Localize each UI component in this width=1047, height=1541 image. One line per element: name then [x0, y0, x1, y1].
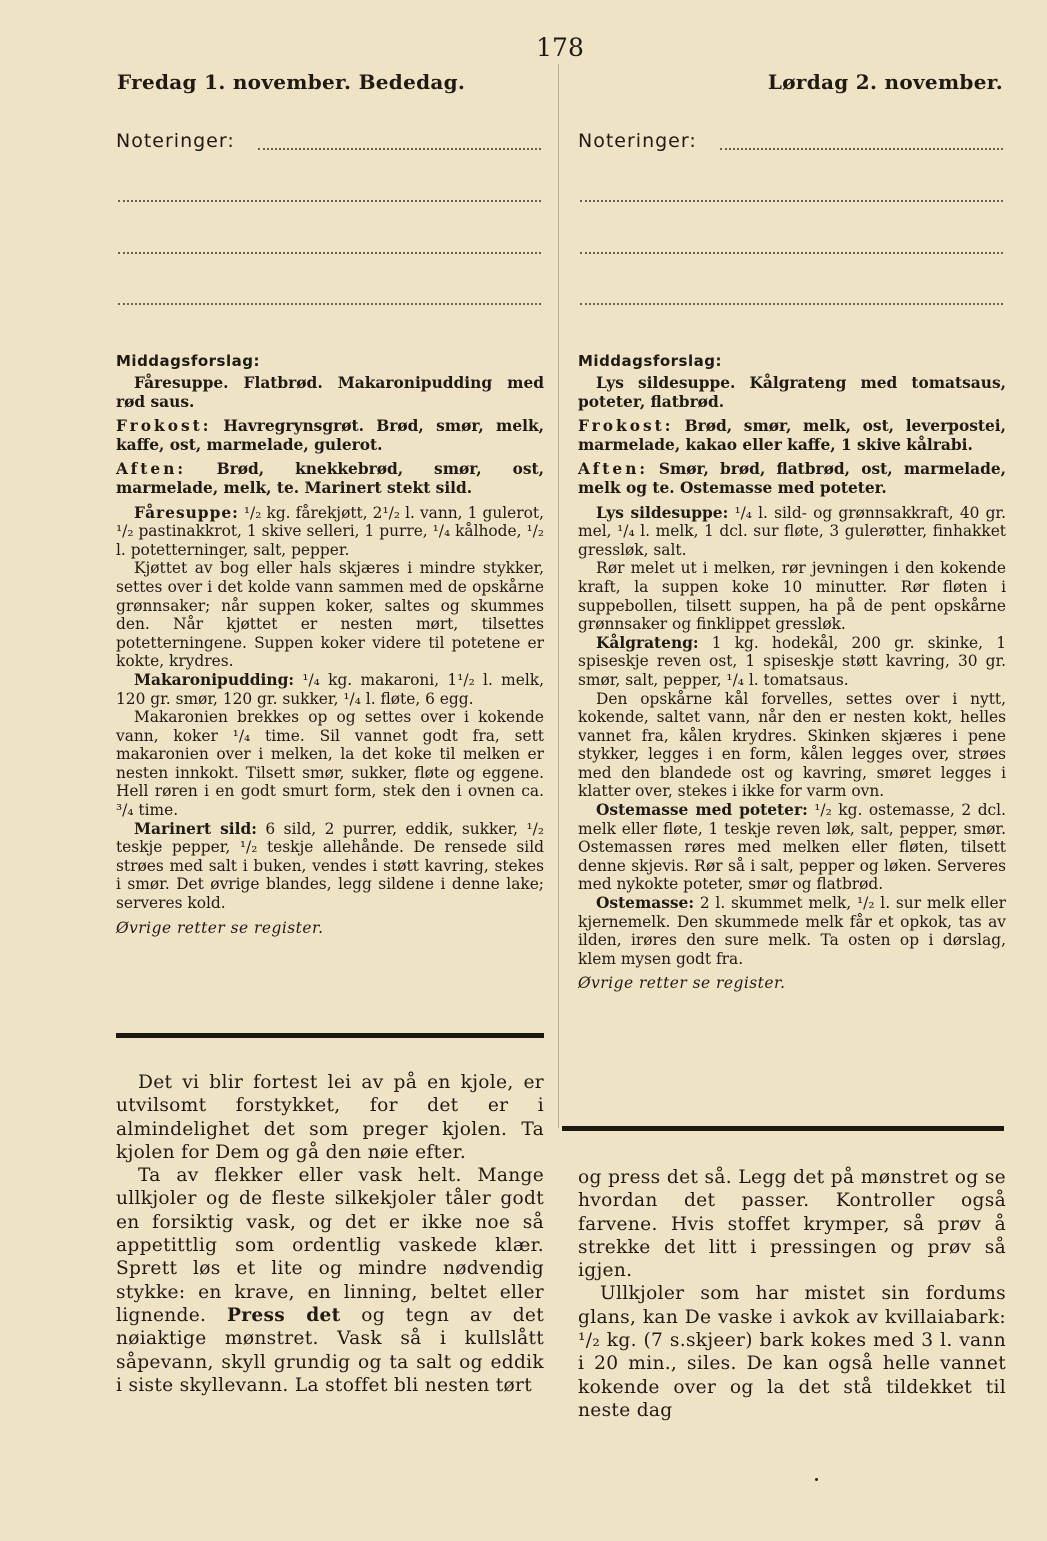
left-notes-label: Noteringer: — [116, 130, 235, 152]
right-kalgrateng — [578, 634, 1006, 690]
page-number: 178 — [536, 33, 584, 62]
right-notes-line — [580, 303, 1003, 305]
right-frokost-text: Brød, smør, melk, ost, leverpostei, marmelade, kakao eller kaffe, 1 skive kålrabi. — [578, 417, 1006, 454]
right-notes-line — [580, 252, 1003, 254]
right-aften-label: Aften: — [578, 460, 649, 479]
left-makaroni-method: Makaronien brekkes op og settes over i kokende vann, koker ¹/₄ time. Sil vannet godt fra, sett makaronien over i melken, la det koke til melken er nesten innkokt. Tilsett smør, sukker, fløte og eggene. Hell røren i en godt smurt form, stek den i ovnen ca. ³/₄ time. — [116, 708, 544, 820]
left-frokost-label: Frokost: — [116, 417, 212, 436]
right-ostemasse-poteter-text: ¹/₂ kg. ostemasse, 2 dcl. melk eller fløte, 1 teskje reven løk, salt, pepper, smør. Ostemassen røres med melken eller fløten, tilsett denne skjevis. Rør så i salt, pepper og løken. Serveres med nykokte poteter, smør og flatbrød. — [578, 801, 1006, 894]
right-sildesuppe — [578, 504, 1006, 560]
right-kalgrateng-label: Kålgrateng: — [596, 633, 699, 652]
left-frokost — [116, 417, 544, 454]
right-recipes — [578, 374, 1006, 999]
left-notes-line — [118, 252, 541, 254]
right-ostemasse-poteter — [578, 801, 1006, 894]
right-sildesuppe-label: Lys sildesuppe: — [596, 503, 729, 522]
right-aften — [578, 460, 1006, 497]
article-left-p2-start: Ta av flekker eller vask helt. Mange ullkjoler og de fleste silkekjoler tåler godt en forsiktig vask, og det er ikke noe så appetittlig som ordentlig vaskede klær. Sprett løs et lite og mindre nødvendig stykke: en krave, en linning, beltet eller lignende. — [116, 1165, 544, 1326]
right-closing-note: Øvrige retter se register. — [578, 974, 786, 993]
article-left-p2-end: og tegn av det nøiaktige mønstret. Vask så i kullslått såpevann, skyll grundig og ta salt og eddik i siste skyllevann. La stoffet bli nesten tørt — [116, 1304, 545, 1396]
right-aften-text: Smør, brød, flatbrød, ost, marmelade, melk og te. Ostemasse med poteter. — [578, 460, 1006, 497]
right-menu-title: Lys sildesuppe. Kålgrateng med tomatsaus, poteter, flatbrød. — [578, 374, 1006, 411]
left-sild-label: Marinert sild: — [134, 819, 257, 838]
column-divider — [558, 64, 559, 1128]
right-notes-label: Noteringer: — [578, 130, 697, 152]
article-right-p2: Ullkjoler som har mistet sin fordums glans, kan De vaske i avkok av kvillaiabark: ¹/₂ kg. (7 s.skjeer) bark kokes med 3 l. vann i 20 min., siles. De kan også helle vannet kokende over og la det stå tildekket til neste dag — [578, 1283, 1006, 1421]
left-aften-label: Aften: — [116, 460, 187, 479]
left-notes-line — [258, 148, 541, 150]
right-sildesuppe-text: ¹/₄ l. sild- og grønnsakkraft, 40 gr. mel, ¹/₄ l. melk, 1 dcl. sur fløte, 3 gulerøtter, finhakket gressløk, salt. — [578, 503, 1006, 559]
left-sild — [116, 820, 544, 913]
left-menu-title: Fåresuppe. Flatbrød. Makaronipudding med rød saus. — [116, 374, 544, 411]
left-closing-note: Øvrige retter se register. — [116, 918, 324, 937]
right-sildesuppe-method: Rør melet ut i melken, rør jevningen i den kokende kraft, la suppen koke 10 minutter. Rør fløten i suppebollen, tilsett suppen, ha på de pent opskårne grønnsaker og finklippet gressløk. — [578, 559, 1006, 634]
article-left — [116, 1071, 544, 1397]
article-left-p2 — [116, 1164, 544, 1397]
right-section-label: Middagsforslag: — [578, 352, 722, 370]
left-frokost-text: Havregrynsgrøt. Brød, smør, melk, kaffe, ost, marmelade, gulerot. — [116, 417, 544, 454]
article-left-p2-bold: Press det — [226, 1304, 341, 1326]
right-ostemasse-poteter-label: Ostemasse med poteter: — [596, 801, 808, 820]
paper-speck — [815, 1478, 818, 1481]
right-ostemasse — [578, 894, 1006, 968]
left-recipes — [116, 374, 544, 943]
left-makaroni-label: Makaronipudding: — [134, 670, 295, 689]
left-makaroni-text: ¹/₄ kg. makaroni, 1¹/₂ l. melk, 120 gr. smør, 120 gr. sukker, ¹/₄ l. fløte, 6 egg. — [116, 670, 544, 708]
left-faresuppe-text: ¹/₂ kg. fårekjøtt, 2¹/₂ l. vann, 1 gulerot, ¹/₂ pastinakkrot, 1 skive selleri, 1 purre, ¹/₄ kålhode, ¹/₂ l. potetterninger, salt, pepper. — [116, 503, 544, 559]
left-faresuppe — [116, 504, 544, 560]
left-sild-text: 6 sild, 2 purrer, eddik, sukker, ¹/₂ teskje pepper, ¹/₂ teskje allehånde. De rensede sild strøes med salt i buken, vendes i støtt kavring, stekes i smør. Det øvrige blandes, legg sildene i denne lake; serveres kold. — [116, 819, 544, 913]
left-faresuppe-method: Kjøttet av bog eller hals skjæres i mindre stykker, settes over i det kolde vann sammen med de opskårne grønnsaker; når suppen koker, saltes og skummes den. Når kjøttet er nesten mørt, tilsettes potetterningene. Suppen koker videre til potetene er kokte, krydres. — [116, 559, 544, 671]
right-section-rule — [562, 1126, 1004, 1131]
left-section-rule — [116, 1033, 544, 1038]
article-right — [578, 1166, 1006, 1422]
right-notes-line — [720, 148, 1003, 150]
right-day-header: Lørdag 2. november. — [767, 70, 1003, 94]
article-left-p1: Det vi blir fortest lei av på en kjole, er utvilsomt forstykket, for det er i almindelighet det som preger kjolen. Ta kjolen for Dem og gå den nøie efter. — [116, 1072, 544, 1163]
left-notes-line — [118, 200, 541, 202]
left-section-label: Middagsforslag: — [116, 352, 260, 370]
right-ostemasse-text: 2 l. skummet melk, ¹/₂ l. sur melk eller kjernemelk. Den skummede melk får et opkok, tas av ilden, irøres den sure melk. Ta osten op i dørslag, klem mysen godt fra. — [578, 894, 1006, 968]
left-day-header: Fredag 1. november. Bededag. — [117, 70, 466, 94]
left-notes-line — [118, 303, 541, 305]
article-right-p1: og press det så. Legg det på mønstret og se hvordan det passer. Kontroller også farvene. Hvis stoffet krymper, så prøv å strekke det litt i pressingen og prøv så igjen. — [578, 1167, 1006, 1282]
right-ostemasse-label: Ostemasse: — [596, 894, 695, 913]
right-frokost — [578, 417, 1006, 454]
left-faresuppe-label: Fåresuppe: — [134, 503, 239, 522]
right-kalgrateng-text: 1 kg. hodekål, 200 gr. skinke, 1 spiseskje reven ost, 1 spiseskje støtt kavring, 30 gr. smør, salt, pepper, ¹/₄ l. tomatsaus. — [578, 633, 1006, 689]
right-notes-line — [580, 200, 1003, 202]
left-makaroni — [116, 671, 544, 708]
right-frokost-label: Frokost: — [578, 417, 674, 436]
right-kalgrateng-method: Den opskårne kål forvelles, settes over i nytt, kokende, saltet vann, når den er nesten kokt, helles vannet fra, kålen krydres. Skinken skjæres i pene stykker, legges i en form, kålen legges over, strøes med den blandede ost og kavring, smøret legges i klatter over, stekes i ikke for varm ovn. — [578, 689, 1006, 801]
left-aften-text: Brød, knekkebrød, smør, ost, marmelade, melk, te. Marinert stekt sild. — [116, 460, 544, 497]
left-aften — [116, 460, 544, 497]
